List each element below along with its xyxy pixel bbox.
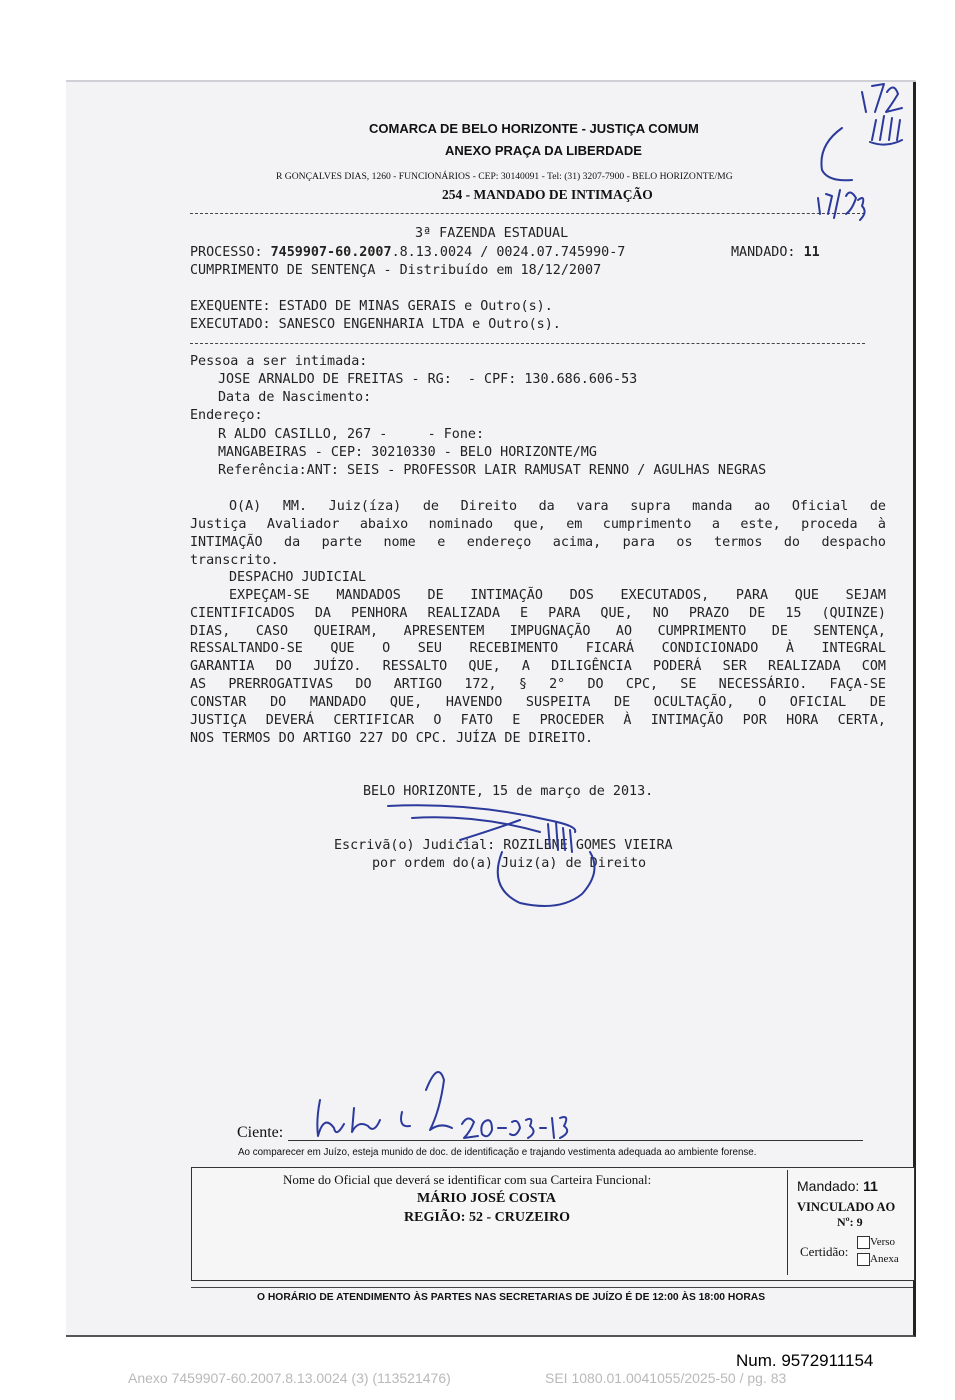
- cumprimento-line: CUMPRIMENTO DE SENTENÇA - Distribuído em 18/12/2007: [190, 263, 602, 278]
- intro-line-3: INTIMAÇÃO da parte nome e endereço acima, para os termos do despacho: [190, 535, 886, 550]
- document-type: 254 - MANDADO DE INTIMAÇÃO: [442, 187, 653, 202]
- verso-label: Verso: [870, 1236, 896, 1249]
- processo-number-bold: 7459907-60.2007: [270, 245, 392, 260]
- handwritten-page-number: [862, 84, 902, 112]
- mandado-label: MANDADO:: [731, 245, 804, 260]
- ciente-signature: [317, 1072, 452, 1136]
- annex-title: ANEXO PRAÇA DA LIBERDADE: [445, 143, 642, 158]
- person-name-line: JOSE ARNALDO DE FREITAS - RG: - CPF: 130.686.606-53: [218, 372, 638, 387]
- handwritten-arc: [821, 128, 852, 180]
- intro-line-2: Justiça Avaliador abaixo nominado que, em cumprimento a este, proceda à: [190, 517, 886, 532]
- officer-name: MÁRIO JOSÉ COSTA: [417, 1191, 556, 1206]
- document-number: Num. 9572911154: [736, 1351, 874, 1370]
- person-title: Pessoa a ser intimada:: [190, 354, 368, 369]
- vara-title: 3ª FAZENDA ESTADUAL: [415, 226, 569, 241]
- intro-line-4: transcrito.: [190, 553, 279, 568]
- despacho-line-1: EXPEÇAM-SE MANDADOS DE INTIMAÇÃO DOS EXECUTADOS, PARA QUE SEJAM: [229, 588, 886, 603]
- address-district: MANGABEIRAS - CEP: 30210330 - BELO HORIZONTE/MG: [218, 445, 597, 460]
- box-mandado-label: Mandado:: [797, 1178, 864, 1194]
- ciente-date: [462, 1117, 567, 1138]
- despacho-line-9: NOS TERMOS DO ARTIGO 227 DO CPC. JUÍZA DE DIREITO.: [190, 731, 594, 746]
- mandado-number: 11: [803, 245, 820, 260]
- intro-line-1: O(A) MM. Juiz(íza) de Direito da vara supra manda ao Oficial de: [229, 499, 886, 514]
- handwritten-date-note: [818, 190, 865, 220]
- place-date: BELO HORIZONTE, 15 de março de 2013.: [363, 784, 654, 799]
- despacho-line-2: CIENTIFICADOS DA PENHORA REALIZADA E PARA QUE, NO PRAZO DE 15 (QUINZE): [190, 606, 886, 621]
- despacho-line-6: AS PRERROGATIVAS DO ARTIGO 172, § 2° DO CPC, SE NECESSÁRIO. FAÇA-SE: [190, 677, 886, 692]
- clerk-order: por ordem do(a) Juiz(a) de Direito: [372, 856, 647, 871]
- hours-notice: O HORÁRIO DE ATENDIMENTO ÀS PARTES NAS SECRETARIAS DE JUÍZO É DE 12:00 ÀS 18:00 HORAS: [257, 1292, 766, 1303]
- address-title: Endereço:: [190, 408, 263, 423]
- court-title: COMARCA DE BELO HORIZONTE - JUSTIÇA COMUM: [369, 121, 699, 136]
- clerk-name: Escrivã(o) Judicial: ROZILENE GOMES VIEIRA: [334, 838, 673, 853]
- officer-intro: Nome do Oficial que deverá se identificar com sua Carteira Funcional:: [283, 1172, 652, 1187]
- vinculado-label: VINCULADO AO: [797, 1200, 896, 1214]
- sei-reference: SEI 1080.01.0041055/2025-50 / pg. 83: [545, 1370, 787, 1386]
- vinculado-number: Nº: 9: [837, 1215, 863, 1229]
- exequente-line: EXEQUENTE: ESTADO DE MINAS GERAIS e Outro(s).: [190, 299, 553, 314]
- despacho-line-7: CONSTAR DO MANDADO QUE, HAVENDO SUSPEITA DE OCULTAÇÃO, O OFICIAL DE: [190, 695, 886, 710]
- clerk-signature-loop: [498, 852, 595, 906]
- executado-line: EXECUTADO: SANESCO ENGENHARIA LTDA e Outro(s).: [190, 317, 561, 332]
- despacho-line-5: GARANTIA DO JUÍZO. RESSALTO QUE, A DILIGÊNCIA PODERÁ SER REALIZADA COM: [190, 659, 886, 674]
- officer-region: REGIÃO: 52 - CRUZEIRO: [404, 1210, 571, 1225]
- certidao-label: Certidão:: [800, 1244, 849, 1259]
- handwritten-initials: [870, 116, 902, 145]
- anexa-label: Anexa: [870, 1253, 899, 1266]
- address-street: R ALDO CASILLO, 267 - - Fone:: [218, 427, 485, 442]
- court-address: R GONÇALVES DIAS, 1260 - FUNCIONÁRIOS - CEP: 30140091 - Tel: (31) 3207-7900 - BELO HORIZONTE/MG: [276, 171, 733, 182]
- despacho-title: DESPACHO JUDICIAL: [229, 570, 367, 585]
- ciente-label: Ciente:: [237, 1124, 284, 1141]
- despacho-line-3: DIAS, CASO QUEIRAM, APRESENTEM IMPUGNAÇÃO AO CUMPRIMENTO DE SENTENÇA,: [190, 624, 886, 639]
- annex-reference: Anexo 7459907-60.2007.8.13.0024 (3) (113521476): [128, 1370, 451, 1386]
- box-mandado-number: 11: [863, 1178, 878, 1194]
- despacho-line-8: JUSTIÇA DEVERÁ CERTIFICAR O FATO E PROCEDER À INTIMAÇÃO POR HORA CERTA,: [190, 713, 886, 728]
- person-birth: Data de Nascimento:: [218, 390, 372, 405]
- ciente-notice: Ao comparecer em Juízo, esteja munido de doc. de identificação e trajando vestimenta adequada ao ambiente forense.: [238, 1147, 757, 1158]
- despacho-line-4: RESSALTANDO-SE QUE O SEU RECEBIMENTO FICARÁ CONDICIONADO À INTEGRAL: [190, 641, 886, 656]
- address-reference: Referência:ANT: SEIS - PROFESSOR LAIR RAMUSAT RENNO / AGULHAS NEGRAS: [218, 463, 767, 478]
- processo-number-rest: .8.13.0024 / 0024.07.745990-7: [391, 245, 626, 260]
- clerk-signature: [388, 805, 575, 852]
- processo-label: PROCESSO:: [190, 245, 271, 260]
